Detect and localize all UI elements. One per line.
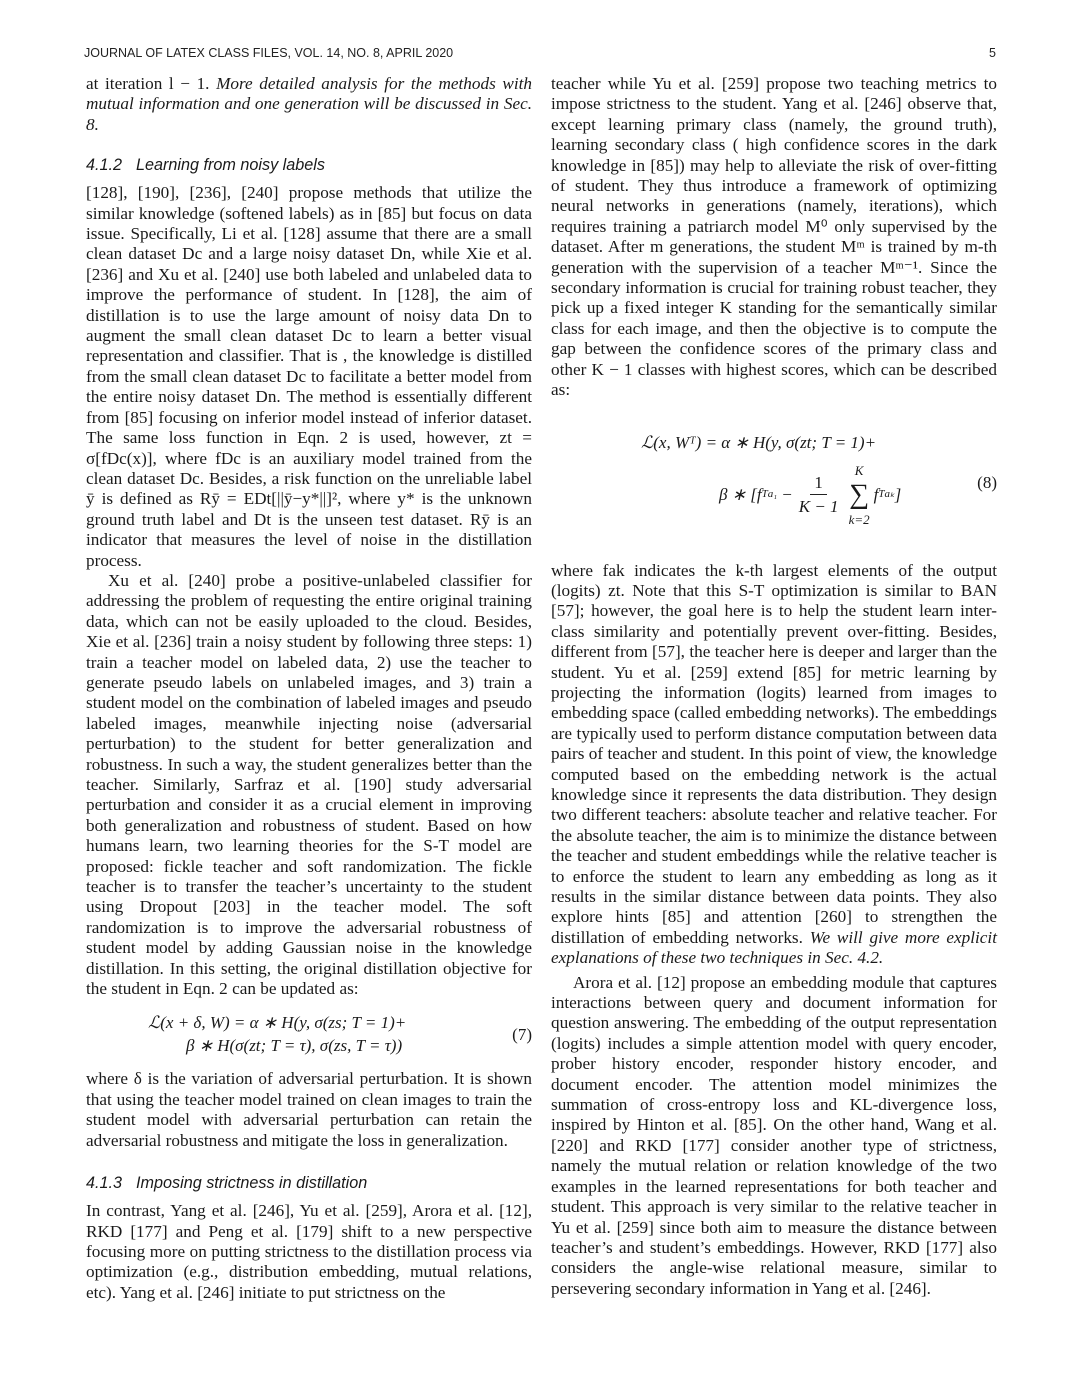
- equation-number: (7): [512, 1025, 532, 1045]
- summation: K ∑ k=2: [849, 459, 870, 531]
- sum-upper: K: [854, 462, 864, 478]
- paragraph: [551, 561, 997, 969]
- equation-number: (8): [977, 472, 997, 492]
- intro-paragraph: [86, 74, 532, 135]
- paragraph: teacher while Yu et al. [259] propose two teaching metrics to impose strictness to the student. Yang et al. [246] observe that, except learning primary class (namely, the ground truth), learning secondary class ( high confidence scores in the dark knowledge in [85]) may help to alleviate the risk of over-fitting of student. They thus introduce a framework of optimizing neural networks in generations (namely, iterations), which requires training a patriarch model M⁰ only supervised by the dataset. After m generations, the student Mᵐ is trained by m-th generation with the supervision of a teacher Mᵐ⁻¹. Since the secondary information is crucial for training robust teacher, they pick up a fixed integer K standing for the semantically similar class for each image, and then the objective is to compute the gap between the confidence scores of the primary class and other K − 1 classes with highest scores, which can be described as:: [551, 74, 997, 400]
- section-number: 4.1.2: [86, 156, 123, 175]
- paragraph-italic-text: We will give more explicit explanations of these two techniques in Sec. 4.2.: [551, 927, 997, 968]
- intro-text: at iteration l − 1.: [86, 74, 217, 93]
- page-number: 5: [989, 46, 996, 60]
- section-heading-4-1-2: [86, 155, 532, 175]
- equation-8: [551, 431, 997, 531]
- section-title: Imposing strictness in distillation: [136, 1174, 368, 1193]
- fraction: [799, 471, 839, 518]
- paragraph: Arora et al. [12] propose an embedding module that captures interactions between query and document information for question answering. The embedding of the output representation (logits) includes a simple attention model with query encoder, prober history encoder, responder history encoder, and document encoder. The attention model minimizes the summation of cross-entropy loss and KL-divergence loss, inspired by Hinton et al. [85]. On the other hand, Wang et al. [220] and RKD [177] consider another type of strictness, namely the mutual relation or relation knowledge of the two examples in the learned representations for both teacher and student. This approach is very similar to the relative teacher in Yu et al. [259] since both aim to measure the distance between teacher’s and student’s embeddings. However, RKD [177] also considers the angle-wise relational measure, similar to persevering secondary information in Yang et al. [246].: [551, 972, 997, 1298]
- paragraph-text: where fak indicates the k-th largest elements of the output (logits) zt. Note that this S-T optimization is similar to BAN [57]; however, the goal here is to help the student learn inter-class similarity and potentially prevent over-fitting. Besides, different from [57], the teacher here is deeper and larger than the student. Yu et al. [259] extend [85] for metric learning by projecting the information (logits) learned from images to embedding space (called embedding networks). The embeddings are typically used to perform distance computation between data pairs of teacher and student. In this point of view, the knowledge computed based on the embedding network is the actual knowledge since it represents the data distribution. They design two different teachers: absolute teacher and relative teacher. For the absolute teacher, the aim is to minimize the distance between the teacher and student embeddings while the relative teacher is to enforce the student to learn any embedding as long as it results in the similar distance between data points. They also explore hints [85] and attention [260] to strengthen the distillation of embedding networks.: [551, 560, 997, 947]
- sum-lower: k=2: [848, 511, 870, 527]
- equation-line: ℒ(x, Wᵀ) = α ∗ H(y, σ(zt; T = 1)+: [641, 432, 877, 452]
- paragraph: In contrast, Yang et al. [246], Yu et al. [259], Arora et al. [12], RKD [177] and Peng et al. [179] shift to a new perspective focusing more on putting strictness to the distillation process via optimization (e.g., distribution embedding, mutual relations, etc). Yang et al. [246] initiate to put strictness on the: [86, 1201, 532, 1302]
- left-column: [86, 74, 532, 1303]
- running-header: [84, 46, 996, 60]
- section-heading-4-1-3: [86, 1173, 532, 1193]
- section-number: 4.1.3: [86, 1174, 123, 1193]
- fraction-denominator: K − 1: [798, 497, 839, 516]
- journal-title: JOURNAL OF LATEX CLASS FILES, VOL. 14, NO. 8, APRIL 2020: [84, 46, 454, 60]
- fraction-numerator: 1: [810, 471, 827, 495]
- paragraph: Xu et al. [240] probe a positive-unlabeled classifier for addressing the problem of requesting the entire original training data, which can not be easily uploaded to the cloud. Besides, Xie et al. [236] train a noisy student by following three steps: 1) train a teacher model on labeled data, 2) use the teacher to generate pseudo labels on unlabeled images, and 3) train a student model on the combination of labeled images and pseudo labeled images, meanwhile injecting noise (adversarial perturbation) to the student for better generalization and robustness. In such a way, the student generalizes better than the teacher. Similarly, Sarfraz et al. [190] study adversarial perturbation and consider it as a crucial element in improving both generalization and robustness of student. Based on how humans learn, two learning theories for the S-T model are proposed: fickle teacher and soft randomization. The fickle teacher is to transfer the teacher’s uncertainty to the student using Dropout [203] in the teacher model. The soft randomization is to improve the adversarial robustness of student model by adding Gaussian noise in the knowledge distillation. In this setting, the original distillation objective for the student in Eqn. 2 can be updated as:: [86, 570, 532, 999]
- paragraph: where δ is the variation of adversarial perturbation. It is shown that using the teacher model trained on clean images to train the student model with adversarial perturbation can retain the adversarial robustness and mitigate the loss in generalization.: [86, 1069, 532, 1150]
- right-column: [551, 74, 997, 1299]
- equation-line: β ∗ H(σ(zt; T = τ), σ(zs, T = τ)): [186, 1036, 403, 1056]
- equation-line: β ∗ [f T a₁ − $\frac{1}{K - 1}$ K ∑ k=2 f T aₖ ]: [719, 459, 901, 531]
- intro-italic-text: More detailed analysis for the methods with mutual information and one generation will be discussed in Sec. 8.: [86, 74, 532, 134]
- equation-term: β ∗ [f: [719, 485, 762, 504]
- paragraph: [128], [190], [236], [240] propose methods that utilize the similar knowledge (softened labels) as in [85] but focus on data issue. Specifically, Li et al. [128] assume that there are a small clean dataset Dc and a large noisy dataset Dn, while Xie et al. [236] and Xu et al. [240] use both labeled and unlabeled data to improve the performance of student. In [128], the aim of distillation is to use the large amount of noisy data Dn to augment the small clean dataset Dc to learn a better visual representation and classifier. That is , the knowledge is distilled from the small clean dataset Dc to facilitate a better model from the entire noisy dataset Dn. The method is essentially different from [85] focusing on inferior model instead of inferior dataset. The same loss function in Eqn. 2 is used, however, zt = σ[fDc(x)], where fDc is an auxiliary model trained from the clean dataset Dc. Besides, a risk function on the unreliable label ȳ is defined as Rȳ = EDt[||ȳ−y*||]², where y* is the unknown ground truth label and Dt is the unseen test dataset. Rȳ is an indicator that measures the level of noise in the distillation process.: [86, 183, 532, 570]
- equation-7: [86, 1011, 532, 1057]
- section-title: Learning from noisy labels: [136, 156, 325, 175]
- equation-line: ℒ(x + δ, W) = α ∗ H(y, σ(zs; T = 1)+: [148, 1013, 407, 1033]
